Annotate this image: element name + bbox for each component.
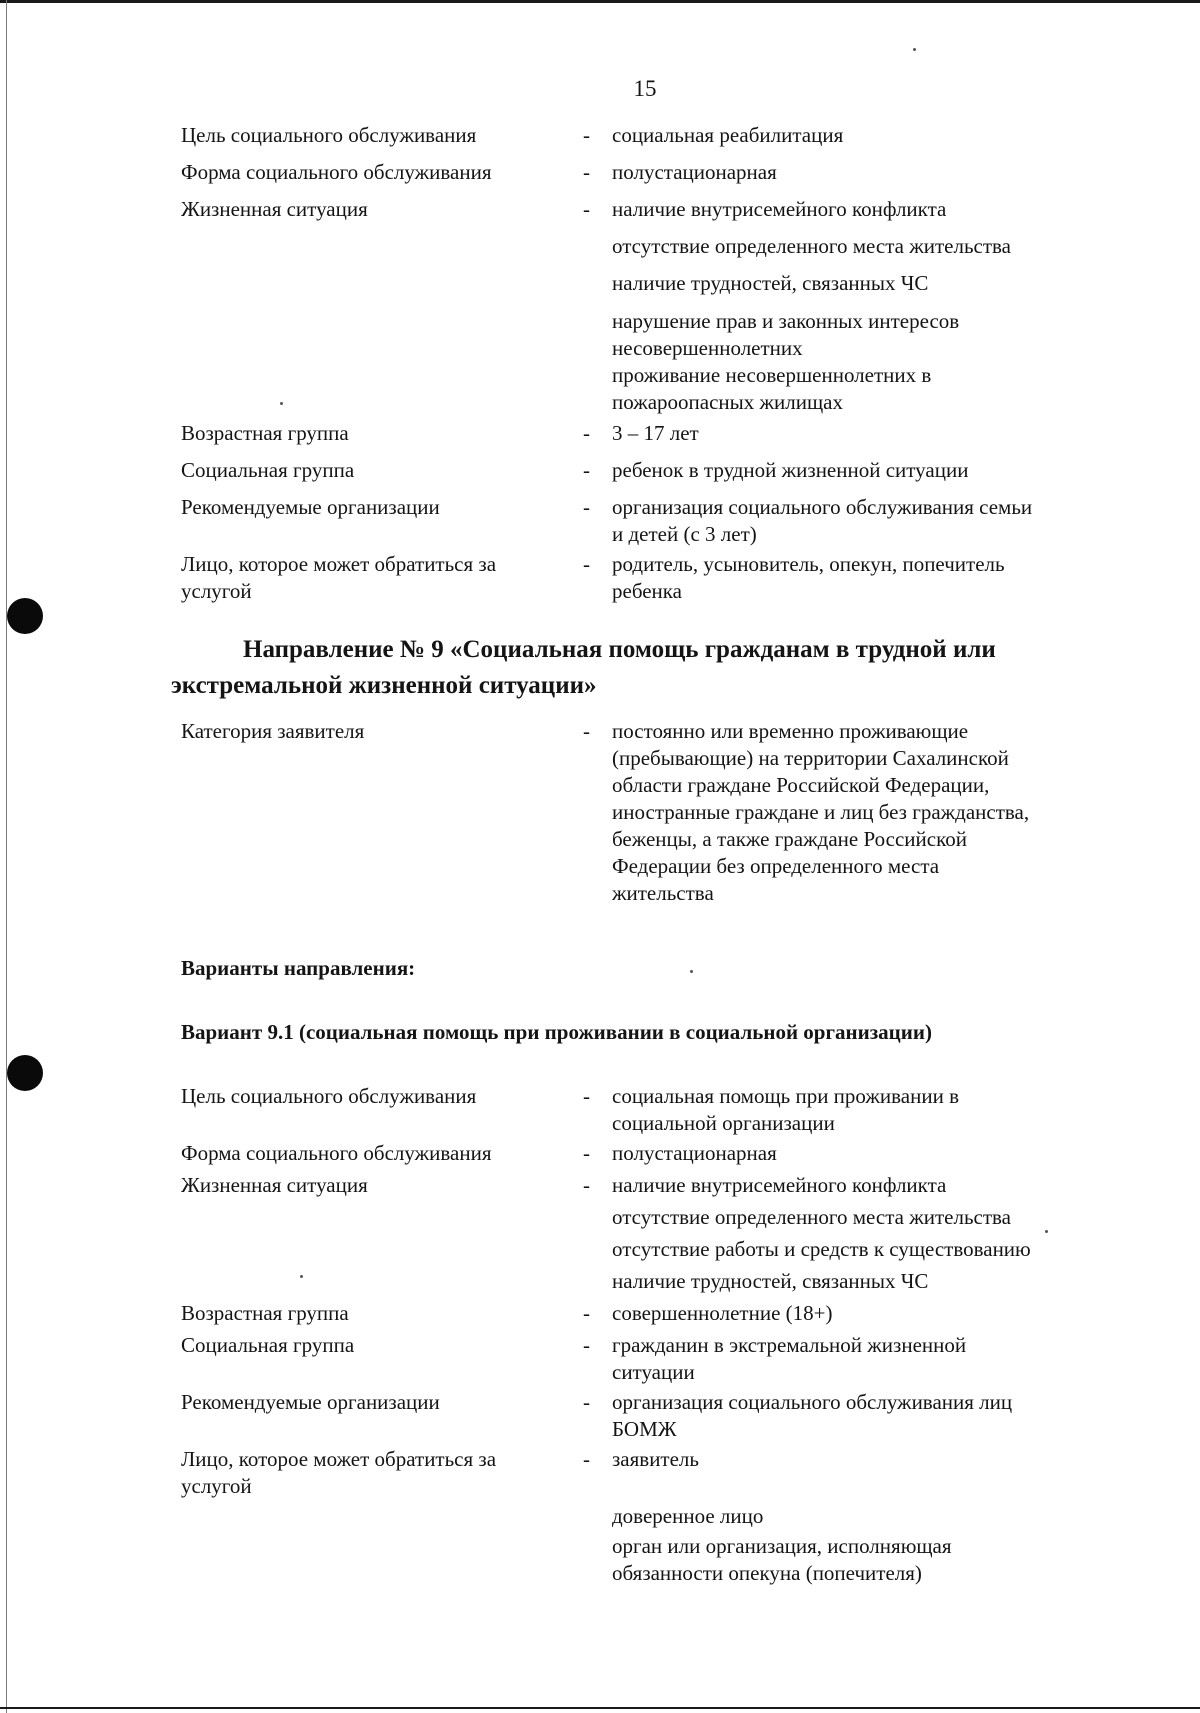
row-value-line: социальной организации [612,1111,835,1135]
row-label: Цель социального обслуживания [181,1084,477,1108]
row-dash: - [583,1333,590,1357]
row-value-line: социальная помощь при проживании в [612,1084,959,1108]
variants-title: Варианты направления: [181,956,416,980]
row-value-line: отсутствие определенного места жительства [612,1205,1011,1229]
row-dash: - [583,160,590,184]
applicant-value-line: беженцы, а также граждане Российской [612,827,967,851]
row-value [612,420,1107,447]
row-value [612,1300,1107,1327]
row-value-line: организация социального обслуживания семьи [612,495,1033,519]
row-dash: - [583,1390,590,1414]
row-value-line: несовершеннолетних [612,336,803,360]
row-value-line: пожароопасных жилищах [612,390,843,414]
applicant-value-line: (пребывающие) на территории Сахалинской [612,746,1009,770]
row-value-line: заявитель [612,1447,699,1471]
row-value-line: полустационарная [612,1141,777,1165]
applicant-category-label: Категория заявителя [181,719,365,743]
row-value-line: ситуации [612,1360,695,1384]
row-dash: - [583,1084,590,1108]
row-label: Социальная группа [181,458,355,482]
row-label: Цель социального обслуживания [181,123,477,147]
row-value [612,457,1107,484]
direction-heading [171,632,1121,704]
row-value [612,1236,1107,1263]
applicant-category-value [612,718,1107,907]
row-value [612,233,1107,260]
row-value-line: 3 – 17 лет [612,421,699,445]
row-label: Жизненная ситуация [181,1173,368,1197]
row-value [612,1533,1107,1587]
row-value [612,1268,1107,1295]
row-value [612,122,1107,149]
direction-heading-line-1: Направление № 9 «Социальная помощь гражданам в трудной или [243,636,996,663]
row-label: Лицо, которое может обратиться за услугой [181,1447,497,1498]
row-dash: - [583,197,590,221]
row-value [612,1204,1107,1231]
row-value-line: организация социального обслуживания лиц [612,1390,1013,1414]
row-label: Форма социального обслуживания [181,160,492,184]
row-label: Рекомендуемые организации [181,1390,440,1414]
row-value-line: доверенное лицо [612,1504,764,1528]
applicant-value-line: Федерации без определенного места [612,854,940,878]
row-value [612,1503,1107,1530]
row-label: Рекомендуемые организации [181,495,440,519]
row-value-line: отсутствие определенного места жительства [612,234,1011,258]
row-label: Форма социального обслуживания [181,1141,492,1165]
row-value [612,270,1107,297]
row-label: Жизненная ситуация [181,197,368,221]
row-value [612,159,1107,186]
punch-hole [7,1055,43,1091]
row-value-line: наличие внутрисемейного конфликта [612,197,947,221]
scan-speck [690,970,693,973]
row-value [612,1140,1107,1167]
row-value-line: орган или организация, исполняющая [612,1534,952,1558]
row-value [612,494,1107,548]
scan-bottom-edge [0,1707,1200,1709]
row-dash: - [583,1173,590,1197]
row-value-line: БОМЖ [612,1417,677,1441]
scan-left-edge [6,0,7,1713]
scan-speck [913,48,916,51]
row-value-line: социальная реабилитация [612,123,844,147]
row-label: Возрастная группа [181,421,349,445]
row-value-line: наличие трудностей, связанных ЧС [612,1269,929,1293]
applicant-value-line: постоянно или временно проживающие [612,719,969,743]
row-dash: - [583,719,590,743]
scan-top-edge [0,0,1200,3]
row-value-line: наличие трудностей, связанных ЧС [612,271,929,295]
row-value [612,196,1107,223]
row-dash: - [583,421,590,445]
row-value-line: проживание несовершеннолетних в [612,363,932,387]
row-value [612,1446,1107,1473]
row-value-line: нарушение прав и законных интересов [612,309,960,333]
variant-title: Вариант 9.1 (социальная помощь при проживании в социальной организации) [181,1020,932,1044]
row-value-line: гражданин в экстремальной жизненной [612,1333,967,1357]
row-dash: - [583,1447,590,1471]
row-value [612,1172,1107,1199]
row-dash: - [583,495,590,519]
row-value-line: наличие внутрисемейного конфликта [612,1173,947,1197]
punch-hole [7,598,43,634]
row-value-line: совершеннолетние (18+) [612,1301,833,1325]
row-dash: - [583,1141,590,1165]
row-value [612,551,1107,605]
applicant-value-line: жительства [612,881,714,905]
row-value-line: обязанности опекуна (попечителя) [612,1561,922,1585]
row-dash: - [583,1301,590,1325]
row-dash: - [583,458,590,482]
row-label: Лицо, которое может обратиться за услугой [181,552,497,603]
row-value [612,1332,1107,1386]
row-label: Социальная группа [181,1333,355,1357]
row-value-line: полустационарная [612,160,777,184]
row-value-line: отсутствие работы и средств к существованию [612,1237,1031,1261]
applicant-value-line: иностранные граждане и лиц без гражданства, [612,800,1030,824]
scan-speck [280,402,283,405]
row-value-line: ребенок в трудной жизненной ситуации [612,458,969,482]
row-value-line: ребенка [612,579,682,603]
row-value [612,308,1107,416]
row-label: Возрастная группа [181,1301,349,1325]
scan-speck [300,1275,303,1278]
scan-speck [1045,1230,1048,1233]
row-dash: - [583,552,590,576]
row-value-line: и детей (с 3 лет) [612,522,757,546]
page-number: 15 [633,76,657,101]
row-value [612,1389,1107,1443]
direction-heading-line-2: экстремальной жизненной ситуации» [171,672,597,699]
row-dash: - [583,123,590,147]
row-value [612,1083,1107,1137]
applicant-value-line: области граждане Российской Федерации, [612,773,990,797]
row-value-line: родитель, усыновитель, опекун, попечитель [612,552,1005,576]
